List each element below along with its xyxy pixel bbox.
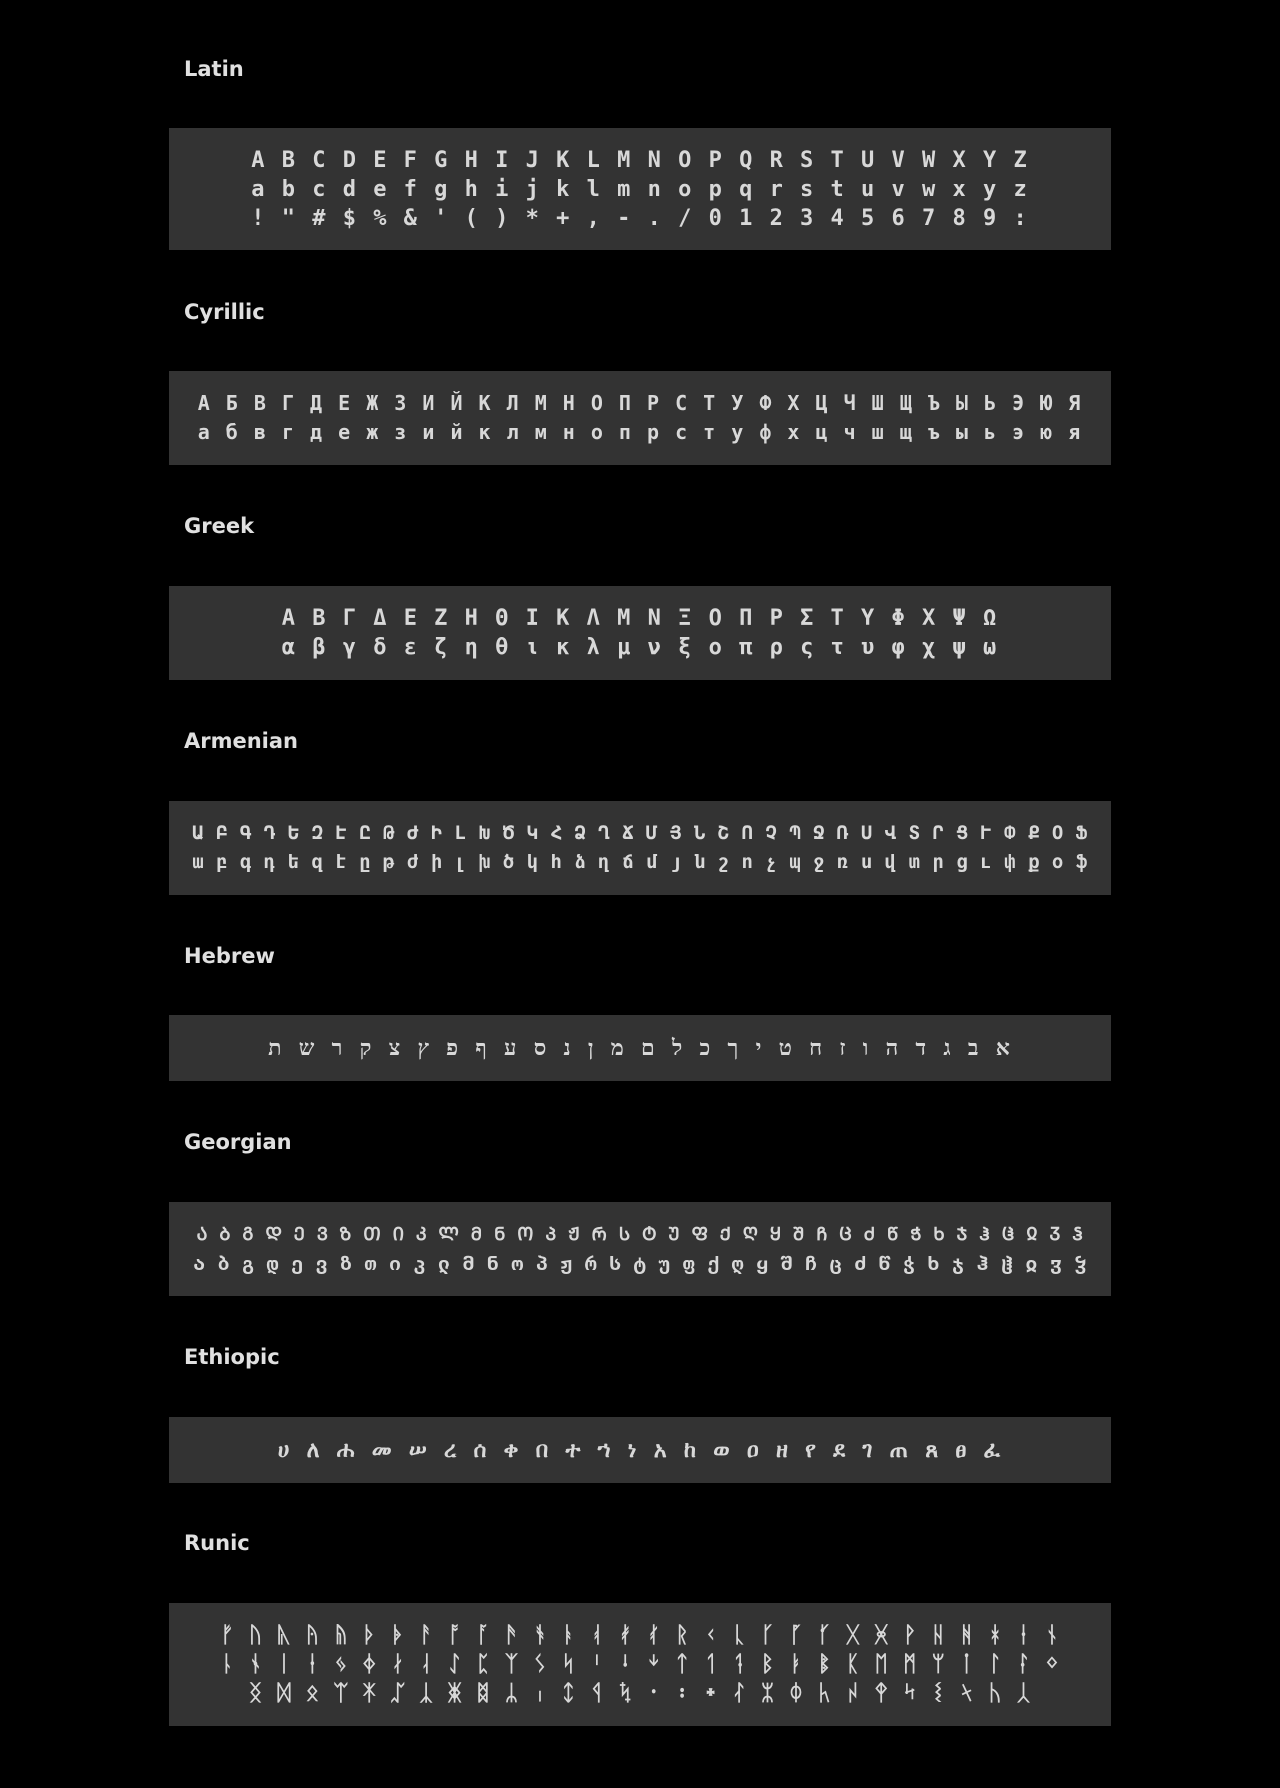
- glyph-row: Ა Ბ Გ Დ Ე Ვ Ზ Თ Ი Კ Ლ Მ Ნ Ო Პ Ჟ Რ Ს Ტ Უ Ფ Ქ Ღ Ყ Შ Ჩ Ც Ძ Წ Ჭ Ხ Ჯ Ჰ Ჱ Ჲ Ჳ Ჴ: [196, 1224, 1084, 1245]
- glyph-panel-greek: [169, 586, 1111, 680]
- section-title-latin: Latin: [184, 57, 244, 81]
- glyph-row: ა ბ გ დ ე ვ ზ თ ი კ ლ მ ნ ო პ ჟ რ ს ტ უ ფ ქ ღ ყ შ ჩ ც ძ წ ჭ ხ ჯ ჰ ჱ ჲ ჳ ჴ: [193, 1252, 1087, 1275]
- glyph-row: ա բ գ դ ե զ է ը թ ժ ի լ խ ծ կ հ ձ ղ ճ մ յ ն շ ո չ պ ջ ռ ս վ տ ր ց ւ փ ք օ ֆ: [192, 851, 1088, 873]
- glyph-panel-ethiopic: [169, 1417, 1111, 1483]
- glyph-row: ! " # $ % & ' ( ) * + , - . / 0 1 2 3 4 5 6 7 8 9 :: [251, 205, 1029, 231]
- glyph-row: ᚿ ᛀ ᛁ ᛂ ᛃ ᛄ ᛅ ᛆ ᛇ ᛈ ᛉ ᛊ ᛋ ᛌ ᛍ ᛎ ᛏ ᛐ ᛑ ᛒ ᛓ ᛔ ᛕ ᛖ ᛗ ᛘ ᛙ ᛚ ᛛ ᛜ: [220, 1652, 1060, 1677]
- glyph-row: ᚠ ᚢ ᚣ ᚤ ᚥ ᚦ ᚧ ᚨ ᚩ ᚪ ᚫ ᚬ ᚭ ᚮ ᚯ ᚰ ᚱ ᚲ ᚳ ᚴ ᚵ ᚶ ᚷ ᚸ ᚹ ᚺ ᚻ ᚼ ᚽ ᚾ: [220, 1623, 1060, 1648]
- section-title-georgian: Georgian: [184, 1130, 292, 1154]
- glyph-panel-cyrillic: [169, 371, 1111, 465]
- glyph-row: ᛝ ᛞ ᛟ ᛠ ᛡ ᛢ ᛣ ᛤ ᛥ ᛦ ᛧ ᛨ ᛩ ᛪ ᛫ ᛬ ᛭ ᛮ ᛯ ᛰ ᛱ ᛲ ᛳ ᛴ ᛵ ᛶ ᛷ ᛸ: [248, 1681, 1032, 1706]
- glyph-row: А Б В Г Д Е Ж З И Й К Л М Н О П Р С Т У Ф Х Ц Ч Ш Щ Ъ Ы Ь Э Ю Я: [197, 391, 1083, 415]
- glyph-panel-runic: [169, 1603, 1111, 1726]
- glyph-panel-latin: [169, 128, 1111, 250]
- glyph-row: Α Β Γ Δ Ε Ζ Η Θ Ι Κ Λ Μ Ν Ξ Ο Π Ρ Σ Τ Υ Φ Χ Ψ Ω: [281, 606, 999, 631]
- glyph-row: A B C D E F G H I J K L M N O P Q R S T U V W X Y Z: [251, 147, 1029, 173]
- section-title-cyrillic: Cyrillic: [184, 300, 265, 324]
- glyph-panel-armenian: [169, 801, 1111, 895]
- section-title-hebrew: Hebrew: [184, 944, 275, 968]
- section-title-armenian: Armenian: [184, 729, 299, 753]
- section-title-greek: Greek: [184, 514, 255, 538]
- glyph-row: ሀ ለ ሐ መ ሠ ረ ሰ ቀ በ ተ ኀ ነ አ ከ ወ ዐ ዘ የ ደ ገ ጠ ጸ ፀ ፈ: [277, 1437, 1003, 1463]
- section-title-ethiopic: Ethiopic: [184, 1345, 280, 1369]
- glyph-row: Ա Բ Գ Դ Ե Զ Է Ը Թ Ժ Ի Լ Խ Ծ Կ Հ Ձ Ղ Ճ Մ Յ Ն Շ Ո Չ Պ Ջ Ռ Ս Վ Տ Ր Ց Ւ Փ Ք Օ Ֆ: [192, 822, 1088, 844]
- glyph-row: α β γ δ ε ζ η θ ι κ λ μ ν ξ ο π ρ ς τ υ φ χ ψ ω: [281, 635, 999, 660]
- glyph-panel-georgian: [169, 1202, 1111, 1296]
- glyph-panel-hebrew: [169, 1015, 1111, 1081]
- glyph-row: а б в г д е ж з и й к л м н о п р с т у ф х ц ч ш щ ъ ы ь э ю я: [197, 420, 1083, 444]
- glyph-row: a b c d e f g h i j k l m n o p q r s t u v w x y z: [251, 176, 1029, 202]
- section-title-runic: Runic: [184, 1531, 250, 1555]
- glyph-row: א ב ג ד ה ו ז ח ט י ך כ ל ם מ ן נ ס ע ף פ ץ צ ק ר ש ת: [268, 1035, 1012, 1061]
